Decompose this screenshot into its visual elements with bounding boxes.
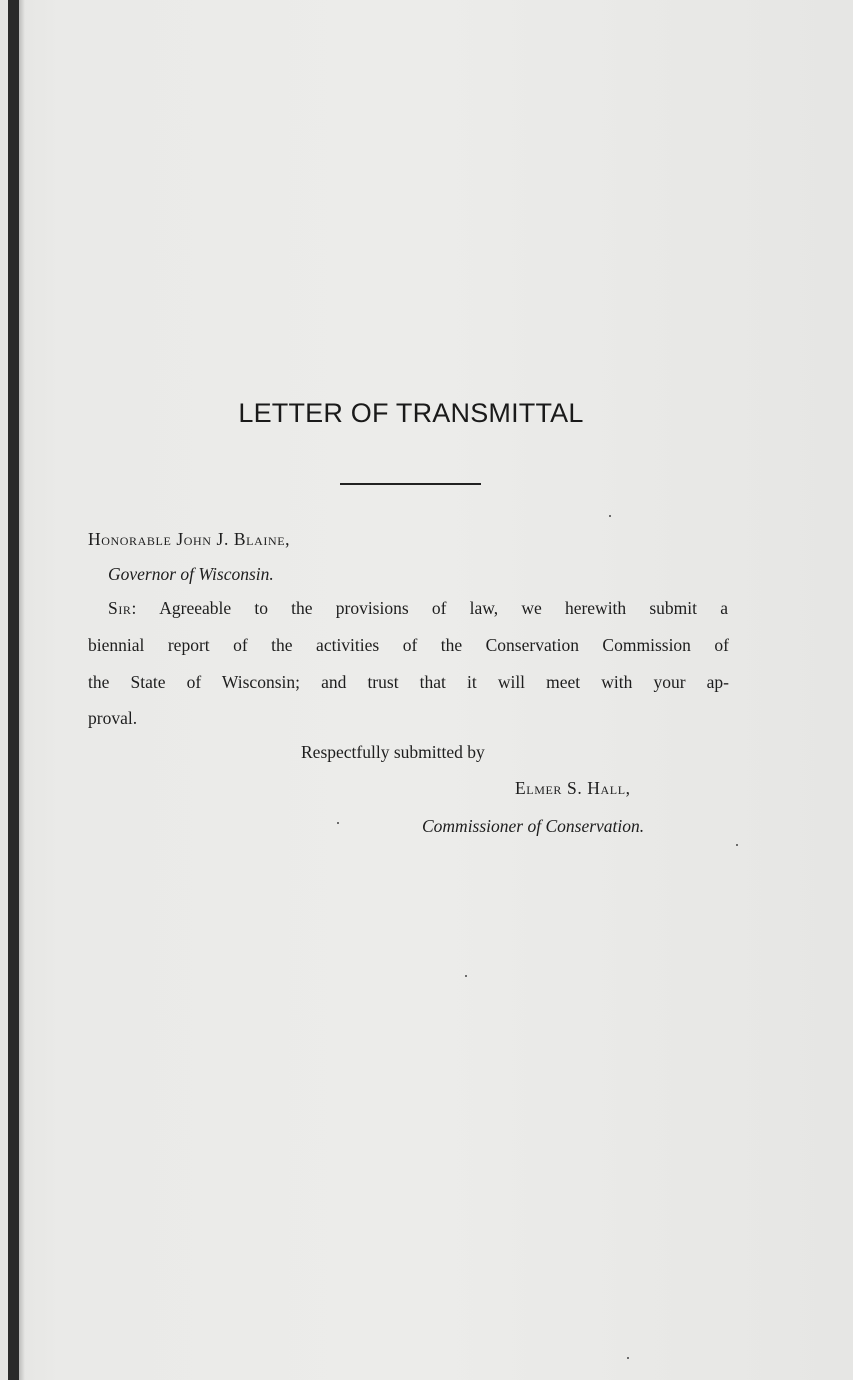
addressee-name: Honorable John J. Blaine,: [88, 529, 291, 549]
salutation: Sir:: [108, 598, 137, 618]
paper-speck: [337, 822, 339, 824]
title-rule: [340, 483, 481, 485]
binding-edge: [8, 0, 19, 1380]
paper-speck: [736, 844, 738, 846]
body-line-4: proval.: [88, 708, 138, 728]
paper-speck: [627, 1357, 629, 1359]
binding-shadow: [19, 0, 25, 1380]
body-line-3: the State of Wisconsin; and trust that it will meet with your ap-: [88, 672, 729, 692]
signer-name: Elmer S. Hall,: [515, 778, 631, 798]
body-line-2: biennial report of the activities of the Conservation Commission of: [88, 635, 729, 655]
body-line-1: [108, 598, 728, 619]
paper-speck: [609, 515, 611, 517]
letter-title: LETTER OF TRANSMITTAL: [238, 398, 584, 428]
closing: Respectfully submitted by: [301, 742, 485, 762]
signer-title: Commissioner of Conservation.: [422, 816, 645, 836]
body-line-1-text: Agreeable to the provisions of law, we herewith submit a: [159, 598, 728, 618]
paper-speck: [465, 975, 467, 977]
addressee-title: Governor of Wisconsin.: [108, 564, 274, 584]
